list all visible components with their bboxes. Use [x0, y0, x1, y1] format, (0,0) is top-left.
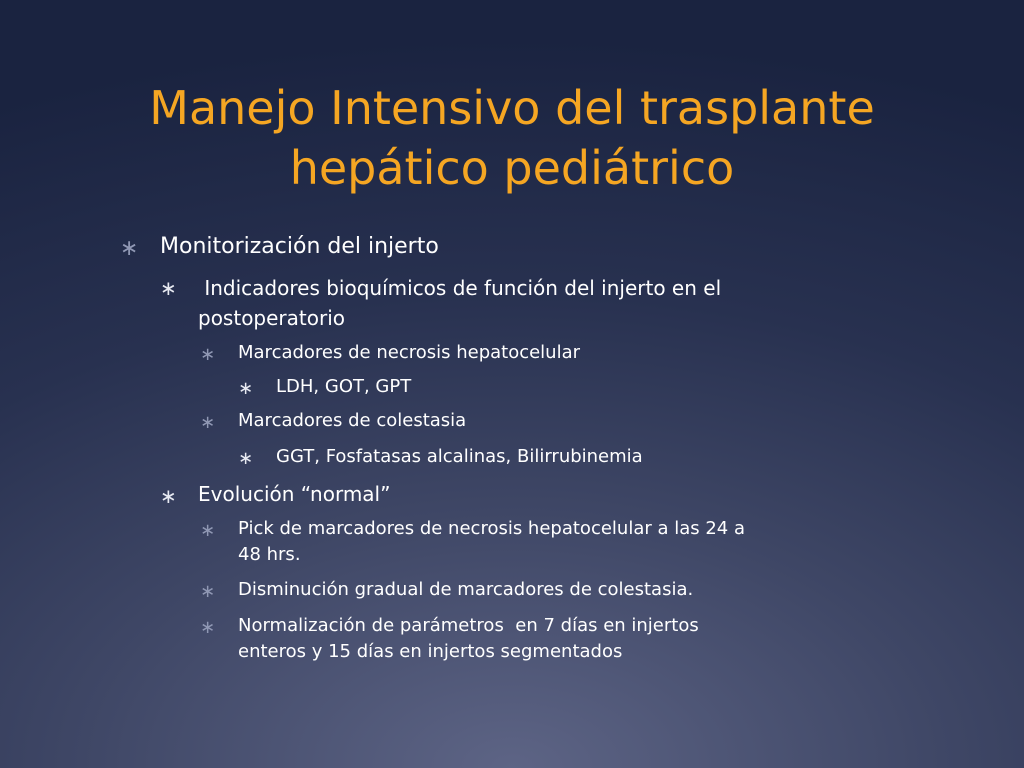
bullet-item-colestasia: Marcadores de colestasia: [238, 410, 467, 431]
bullet-icon: ∗: [200, 520, 216, 541]
bullet-icon: ∗: [238, 448, 254, 469]
bullet-item-indicadores-cont: postoperatorio: [198, 306, 346, 330]
slide-title-line-1: Manejo Intensivo del trasplante: [149, 81, 875, 135]
bullet-item-monitorizacion: Monitorización del injerto: [160, 234, 439, 259]
bullet-item-evolucion: Evolución “normal”: [198, 482, 391, 506]
bullet-item-ldh: LDH, GOT, GPT: [276, 376, 412, 397]
bullet-item-normalizacion-cont: enteros y 15 días en injertos segmentados: [238, 641, 623, 662]
bullet-item-pick-cont: 48 hrs.: [238, 544, 301, 565]
bullet-item-indicadores: Indicadores bioquímicos de función del injerto en el: [198, 276, 722, 300]
bullet-item-disminucion: Disminución gradual de marcadores de colestasia.: [238, 579, 694, 600]
bullet-item-necrosis: Marcadores de necrosis hepatocelular: [238, 342, 581, 363]
bullet-icon: ∗: [200, 581, 216, 602]
bullet-icon: ∗: [238, 378, 254, 399]
bullet-icon: ∗: [160, 484, 177, 508]
slide-title: [60, 78, 964, 198]
bullet-icon: ∗: [200, 344, 216, 365]
bullet-icon: ∗: [200, 412, 216, 433]
bullet-icon: ∗: [160, 276, 177, 300]
bullet-item-pick: Pick de marcadores de necrosis hepatocelular a las 24 a: [238, 518, 746, 539]
bullet-item-ggt: GGT, Fosfatasas alcalinas, Bilirrubinemia: [276, 446, 643, 467]
bullet-item-normalizacion: Normalización de parámetros en 7 días en injertos: [238, 615, 699, 636]
bullet-icon: ∗: [200, 617, 216, 638]
bullet-icon: ∗: [120, 236, 139, 261]
slide-title-line-2: hepático pediátrico: [289, 141, 735, 195]
